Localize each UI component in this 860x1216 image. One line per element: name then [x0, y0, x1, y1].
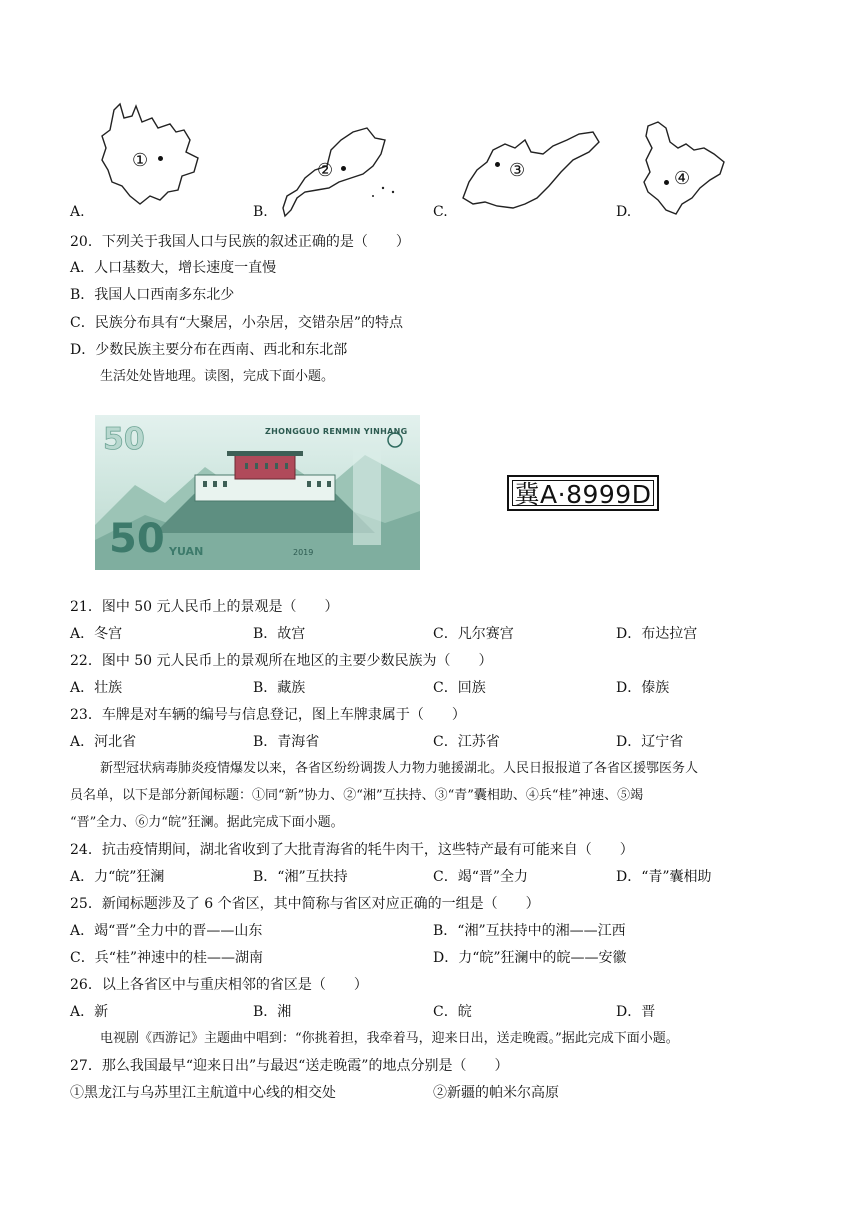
q24-option-d[interactable]: D．“青”囊相助 — [616, 869, 712, 885]
q19-option-b[interactable] — [253, 118, 403, 223]
q22-option-d[interactable]: D．傣族 — [616, 680, 670, 696]
q19-option-d[interactable] — [616, 118, 736, 223]
location-dot — [341, 166, 346, 171]
banknote-denomination: 50 — [109, 516, 165, 562]
q27-stem: 27．那么我国最早“迎来日出”与最迟“送走晚霞”的地点分别是（ ） — [70, 1058, 509, 1074]
banknote-50-yuan-image — [95, 415, 420, 570]
option-label: A. — [70, 204, 85, 220]
q23-option-b[interactable]: B．青海省 — [253, 734, 320, 750]
q26-option-d[interactable]: D．晋 — [616, 1004, 656, 1020]
license-plate-text: 冀A·8999D — [514, 480, 652, 509]
yunnan-map-outline — [98, 100, 208, 215]
q26-stem: 26．以上各省区中与重庆相邻的省区是（ ） — [70, 977, 368, 993]
q23-option-c[interactable]: C．江苏省 — [433, 734, 500, 750]
q20-option-d[interactable]: D．少数民族主要分布在西南、西北和东北部 — [70, 342, 348, 358]
svg-text:50: 50 — [103, 422, 145, 457]
q24-option-b[interactable]: B．“湘”互扶持 — [253, 869, 348, 885]
option-label: D. — [616, 204, 632, 220]
map-marker-4: ④ — [674, 168, 691, 189]
q23-stem: 23．车牌是对车辆的编号与信息登记，图上车牌隶属于（ ） — [70, 707, 466, 723]
q27-statement-2: ②新疆的帕米尔高原 — [433, 1085, 559, 1101]
q21-stem: 21．图中 50 元人民币上的景观是（ ） — [70, 599, 339, 615]
q19-option-a[interactable] — [70, 100, 210, 220]
q23-option-a[interactable]: A．河北省 — [70, 734, 137, 750]
intro-covid-line-1: 新型冠状病毒肺炎疫情爆发以来，各省区纷纷调拨人力物力驰援湖北。人民日报报道了各省区援鄂医务人 — [100, 761, 699, 776]
q21-option-b[interactable]: B．故宫 — [253, 626, 306, 642]
map-marker-3: ③ — [509, 160, 526, 181]
q25-option-b[interactable]: B．“湘”互扶持中的湘——江西 — [433, 923, 626, 939]
banknote-yuan-label: YUAN — [169, 545, 204, 558]
q21-option-c[interactable]: C．凡尔赛宫 — [433, 626, 514, 642]
license-plate-image — [507, 475, 659, 511]
map-marker-1: ① — [132, 150, 149, 171]
q26-option-a[interactable]: A．新 — [70, 1004, 109, 1020]
q24-option-c[interactable]: C．竭“晋”全力 — [433, 869, 529, 885]
q22-option-c[interactable]: C．回族 — [433, 680, 486, 696]
banknote-header-text: ZHONGGUO RENMIN YINHANG — [265, 427, 408, 436]
location-dot — [158, 156, 163, 161]
q20-stem: 20．下列关于我国人口与民族的叙述正确的是（ ） — [70, 234, 410, 250]
q24-option-a[interactable]: A．力“皖”狂澜 — [70, 869, 165, 885]
q20-option-c[interactable]: C．民族分布具有“大聚居，小杂居，交错杂居”的特点 — [70, 315, 404, 331]
intro-xiyouji: 电视剧《西游记》主题曲中唱到：“你挑着担，我牵着马，迎来日出，送走晚霞。”据此完成下面小题。 — [100, 1031, 679, 1046]
location-dot — [495, 162, 500, 167]
q25-option-d[interactable]: D．力“皖”狂澜中的皖——安徽 — [433, 950, 627, 966]
location-dot — [664, 180, 669, 185]
q22-stem: 22．图中 50 元人民币上的景观所在地区的主要少数民族为（ ） — [70, 653, 493, 669]
q22-option-a[interactable]: A．壮族 — [70, 680, 123, 696]
q25-option-c[interactable]: C．兵“桂”神速中的桂——湖南 — [70, 950, 264, 966]
q25-stem: 25．新闻标题涉及了 6 个省区，其中简称与省区对应正确的一组是（ ） — [70, 896, 540, 912]
q26-option-c[interactable]: C．皖 — [433, 1004, 472, 1020]
intro-life-geography: 生活处处皆地理。读图，完成下面小题。 — [100, 369, 335, 384]
q27-statement-1: ①黑龙江与乌苏里江主航道中心线的相交处 — [70, 1085, 336, 1101]
q19-option-c[interactable] — [433, 128, 603, 223]
option-label: C. — [433, 204, 448, 220]
map-marker-2: ② — [317, 160, 334, 181]
q21-option-d[interactable]: D．布达拉宫 — [616, 626, 698, 642]
q21-option-a[interactable]: A．冬宫 — [70, 626, 123, 642]
q22-option-b[interactable]: B．藏族 — [253, 680, 306, 696]
banknote-year: 2019 — [293, 548, 314, 557]
shandong-map-outline — [457, 128, 607, 218]
q20-option-b[interactable]: B．我国人口西南多东北少 — [70, 287, 235, 303]
q23-option-d[interactable]: D．辽宁省 — [616, 734, 684, 750]
intro-covid-line-3: “晋”全力、⑥力“皖”狂澜。据此完成下面小题。 — [70, 815, 344, 830]
q25-option-a[interactable]: A．竭“晋”全力中的晋——山东 — [70, 923, 263, 939]
q20-option-a[interactable]: A．人口基数大，增长速度一直慢 — [70, 260, 277, 276]
intro-covid-line-2: 员名单，以下是部分新闻标题：①同“新”协力、②“湘”互扶持、③“青”囊相助、④兵“桂”神速、⑤竭 — [70, 788, 644, 803]
q26-option-b[interactable]: B．湘 — [253, 1004, 292, 1020]
q24-stem: 24．抗击疫情期间，湖北省收到了大批青海省的牦牛肉干，这些特产最有可能来自（ ） — [70, 842, 634, 858]
option-label: B. — [253, 204, 268, 220]
